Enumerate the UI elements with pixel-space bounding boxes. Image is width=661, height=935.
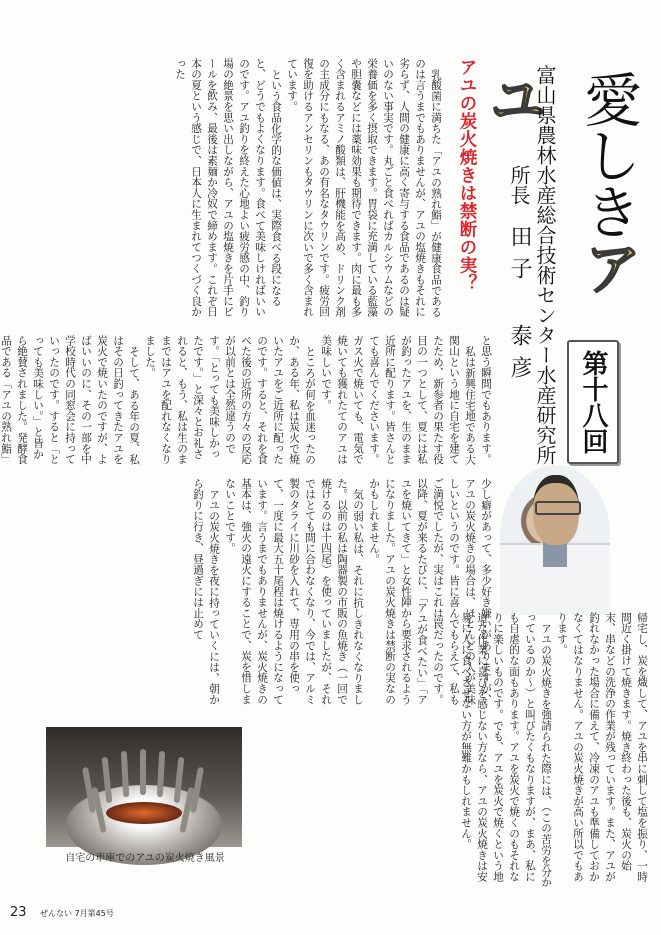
- paragraph: 私は新興住宅地である大関山という地に自宅を建てたため、新参者の果たす役目の一つとして、夏には私が釣ったアユを、生のまま近所に配ります。皆さんとても喜んでくださいます。ガス火で焼いても、電気で焼いても獲れたてのアユは美味しいです。: [320, 335, 476, 465]
- paragraph: 気の弱い私は、それに抗しきれなくなりました。以前の私は陶器製の市販の魚焼き（一回で焼けるのは十四尾）を使っていましたが、それではとても間に合わなくなり、今では、アルミ製のタライに川砂を入れて、専用の串を使って、一度に最大五十尾程は焼けるようになっています。言うまでもありませんが、炭火焼きの基本は、強火の遠火にすることで、炭を惜しまないことです。: [224, 478, 364, 705]
- photo-caption: 自宅の車庫でのアユの炭火焼き風景: [65, 853, 225, 864]
- paragraph: と思う瞬間でもあります。: [480, 335, 492, 465]
- author-role: 所長: [507, 165, 531, 205]
- paragraph: アユの炭火焼きを夜に持っていくには、朝から釣りに行き、昼過ぎには止めて: [192, 478, 220, 705]
- grilling-photo-coals: [106, 802, 182, 824]
- article-headline: アユの炭火焼きは禁断の実？: [457, 58, 477, 292]
- author-block: [498, 65, 558, 475]
- page-number: 23: [10, 905, 27, 920]
- series-title-pre: 愛しき: [574, 70, 642, 238]
- paragraph: 少し癖があって、多少好き嫌いがありますが、アユの炭火焼きの場合は、ほとんどの人が美味しいというのです。皆に喜んでもらえて、私もご満悦でしたが、実はこれは罠だったのです。以降、夏が来るたびに、「アユが食べたい」「アユを焼いてきて」と女性陣から要求されるようになりました。アユの炭火焼きは禁断の実なのかもしれません。: [368, 478, 492, 705]
- series-title-accent: アユ: [479, 70, 642, 294]
- grilling-photo: [46, 727, 242, 847]
- body-column-1: [16, 58, 444, 326]
- author-name: 田子 泰彦: [507, 225, 532, 388]
- grilling-photo-fish: [121, 751, 129, 797]
- paragraph: という食品化学的な価値は、実際食べる段になると、どうでもよくなります。食べて美味しければいいのです。アユ釣りを終えた心地よい疲労感の中、釣り場の絶景を思い出しながら、アユの塩焼きを片手にビールを飲み、最後は素麺か冷奴で締めます。これぞ日本の夏という感じで、日本人に生まれてつくづく良かった: [174, 58, 282, 318]
- page-footer: [10, 905, 410, 921]
- magazine-issue: ぜんない 7月第45号: [40, 909, 114, 918]
- author-photo: [500, 465, 610, 605]
- paragraph: 帰宅し、炭を熾して、アユを串に刺して塩を振り、一時間近く掛けて焼きます。焼き終わった後も、炭火の始末、串などの洗浄の作業が残っています。また、アユが釣れなかった場合に備えて、冷凍のアユも準備しておかなくてはなりません。アユの炭火焼きが高い所以でもあります。: [556, 612, 648, 882]
- paragraph: アユの炭火焼きを強請られた際には、（この苦労を分かっているのか～）と叫びたくもなりますが、まあ、私にも自虐的な面もあります。アユを炭火で焼くのもそれなりに楽しいものです。でも、アユを炭火で焼くという地道な作業に喜びを感じない方なら、アユの炭火焼きは安易に人に食べさせない方が無難かもしれません。: [460, 612, 552, 888]
- author-photo-glasses: [535, 501, 581, 515]
- body-column-4: [330, 612, 650, 892]
- body-column-2: [0, 335, 494, 465]
- paragraph: ところが何を血迷ったのか、ある年、私は炭火で焼いたアユをご近所に配ったのです。すると、それを食べた後の近所の方々の反応が以前とは全然違うのです。「とっても美味しかったです。」と深々とお礼されると、もう、私は生のままではアユを配れなくなりました。: [144, 335, 316, 465]
- author-affiliation: 富山県農林水産総合技術センター水産研究所: [533, 65, 557, 465]
- paragraph: 乳酸菌に満ちた「アユの熟れ鮨」が健康食品であるのは言うまでもありませんが、アユの塩焼きもそれに劣らず、人間の健康に高く寄与する食品であるのは疑いのない事実です。丸ごと食べればカルシウムなどの栄養価を多く摂取できます。胃袋に充満している藍藻や胆嚢などには薬味効果も期待できます。肉に最も多く含まれるアミノ酸類は、肝機能を高め、ドリンク剤の主成分にもなる、あの有名なタウリンです。疲労回復を助けるアンセリンもタウリンに次いで多く含まれています。: [286, 58, 442, 318]
- paragraph: そして、ある年の夏、私はその日釣ってきたアユを炭火で焼いたのですが、よばいいのに、その一部を中学校時代の同窓会に持っていったのです。すると「とっても美味しい。」と皆から絶賛されました。発酵食品である「アユの熟れ鮨」: [0, 335, 140, 465]
- episode-badge: 第十八回: [567, 340, 619, 464]
- grilling-photo-fish: [140, 749, 146, 795]
